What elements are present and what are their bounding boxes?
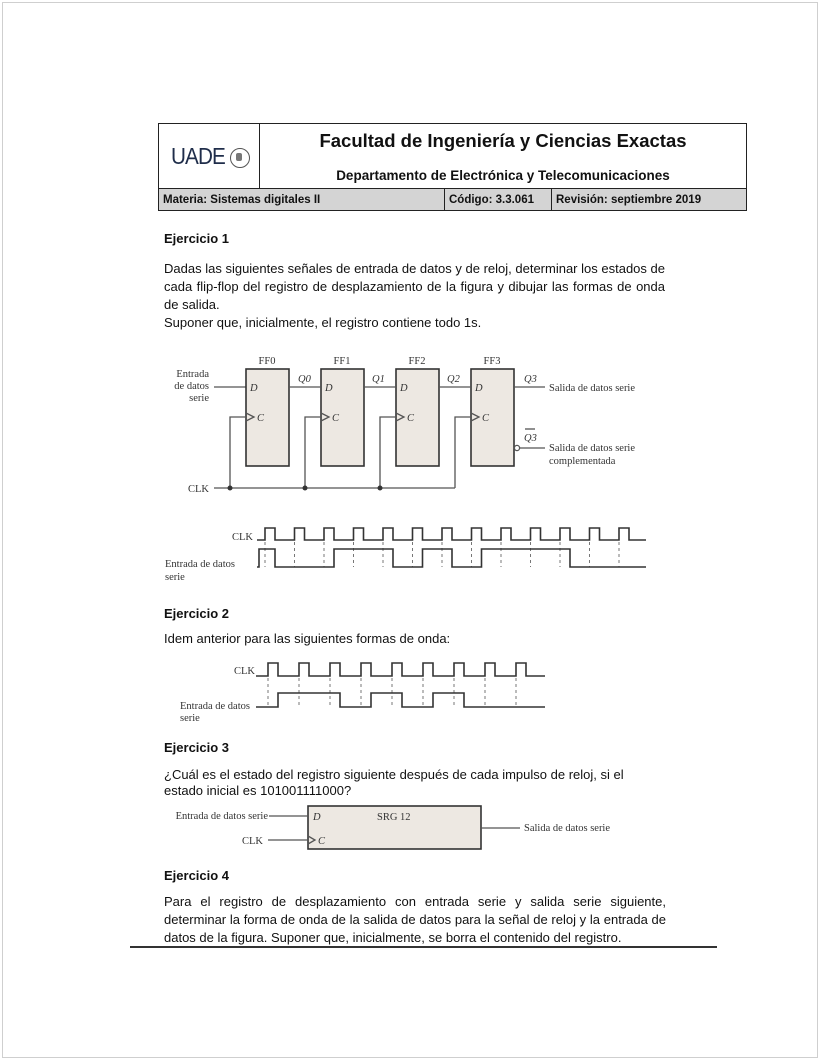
srg12-pin-d: D — [313, 812, 321, 823]
clock-waveform — [257, 528, 646, 540]
ff2-pin-d: D — [400, 383, 408, 394]
ff2 — [396, 356, 439, 466]
q0-label: Q0 — [298, 374, 311, 385]
ex2-wave-clk-label: CLK — [234, 666, 255, 677]
ff1-pin-c: C — [332, 413, 340, 424]
ex2-text: Idem anterior para las siguientes formas de onda: — [164, 631, 451, 646]
clk-stub-ff2 — [380, 417, 396, 488]
department-subtitle: Departamento de Electrónica y Telecomunicaciones — [336, 168, 670, 183]
ex1-paragraph: Dadas las siguientes señales de entrada de datos y de reloj, determinar los estados de cada flip-flop del registro de desplazamiento de la figura y dibujar las formas de onda de salida. — [164, 261, 665, 312]
complement-output-label-1: Salida de datos serie — [549, 443, 636, 454]
subject: Materia: Sistemas digitales II — [159, 189, 445, 210]
clock-waveform — [256, 663, 545, 676]
clk-label: CLK — [188, 484, 209, 495]
ff3-pin-d: D — [475, 383, 483, 394]
faculty-title: Facultad de Ingeniería y Ciencias Exactas — [319, 130, 687, 151]
ff0 — [246, 356, 289, 466]
ff2-label: FF2 — [408, 356, 426, 367]
srg12-pin-c: C — [318, 836, 326, 847]
ex3-heading: Ejercicio 3 — [164, 740, 230, 755]
ff0-pin-c: C — [257, 413, 265, 424]
ex2-wave-data-label-1: Entrada de datos — [180, 701, 250, 712]
ff1-label: FF1 — [333, 356, 351, 367]
ex3-srg12-diagram — [176, 806, 611, 849]
ex1-waveforms — [165, 528, 646, 583]
ex4-text: Para el registro de desplazamiento con entrada serie y salida serie siguiente, determinar la forma de onda de la salida de datos para la señal de reloj y la entrada de datos de la figura. Suponer que, inicialmente, se borra el contenido del registro. — [164, 894, 666, 945]
revision-date: Revisión: septiembre 2019 — [556, 193, 702, 206]
logo-text: UADE — [171, 142, 225, 169]
clk-stub-ff1 — [305, 417, 321, 488]
ex3-clk-label: CLK — [242, 836, 263, 847]
input-label-1: Entrada — [176, 369, 209, 380]
ff3 — [471, 356, 514, 466]
input-label-2: de datos — [174, 381, 209, 392]
junction-dot — [228, 486, 233, 491]
ex2-wave-data-label-2: serie — [180, 713, 200, 724]
ex1-wave-clk-label: CLK — [232, 532, 253, 543]
ex4-heading: Ejercicio 4 — [164, 868, 230, 883]
course-code: Código: 3.3.061 — [445, 189, 552, 210]
q3bar-label: Q3 — [524, 433, 537, 444]
junction-dot — [378, 486, 383, 491]
ff1 — [321, 356, 364, 466]
ex2-wave-traces — [256, 663, 545, 707]
ff1-pin-d: D — [325, 383, 333, 394]
serial-output-label: Salida de datos serie — [549, 383, 636, 394]
ff2-pin-c: C — [407, 413, 415, 424]
ex1-paragraph-2: Suponer que, inicialmente, el registro contiene todo 1s. — [164, 315, 482, 330]
ex1-wave-data-label-2: serie — [165, 572, 185, 583]
ex1-shift-register-diagram — [174, 356, 635, 495]
ex3-output-label: Salida de datos serie — [524, 823, 611, 834]
ff0-pin-d: D — [250, 383, 258, 394]
clk-stub-ff0 — [230, 417, 246, 488]
input-label-3: serie — [189, 393, 209, 404]
data-waveform — [257, 549, 646, 567]
complement-output-label-2: complementada — [549, 456, 616, 467]
q3-label: Q3 — [524, 374, 537, 385]
ff3-label: FF3 — [483, 356, 501, 367]
q1-label: Q1 — [372, 374, 385, 385]
bottom-divider — [130, 946, 717, 948]
ff0-label: FF0 — [258, 356, 276, 367]
ex1-wave-traces — [257, 528, 646, 567]
inverter-bubble-icon — [514, 445, 519, 450]
srg12-label: SRG 12 — [377, 812, 411, 823]
ex2-waveforms — [180, 663, 545, 724]
ex1-wave-data-label-1: Entrada de datos — [165, 559, 235, 570]
ex3-text: ¿Cuál es el estado del registro siguiente después de cada impulso de reloj, si el estado inicial es 101001111000? — [164, 767, 624, 798]
ex2-heading: Ejercicio 2 — [164, 606, 230, 621]
junction-dot — [303, 486, 308, 491]
ex1-heading: Ejercicio 1 — [164, 231, 230, 246]
ex3-input-label: Entrada de datos serie — [175, 811, 268, 822]
q2-label: Q2 — [447, 374, 460, 385]
ff3-pin-c: C — [482, 413, 490, 424]
clk-stub-ff3 — [455, 417, 471, 488]
